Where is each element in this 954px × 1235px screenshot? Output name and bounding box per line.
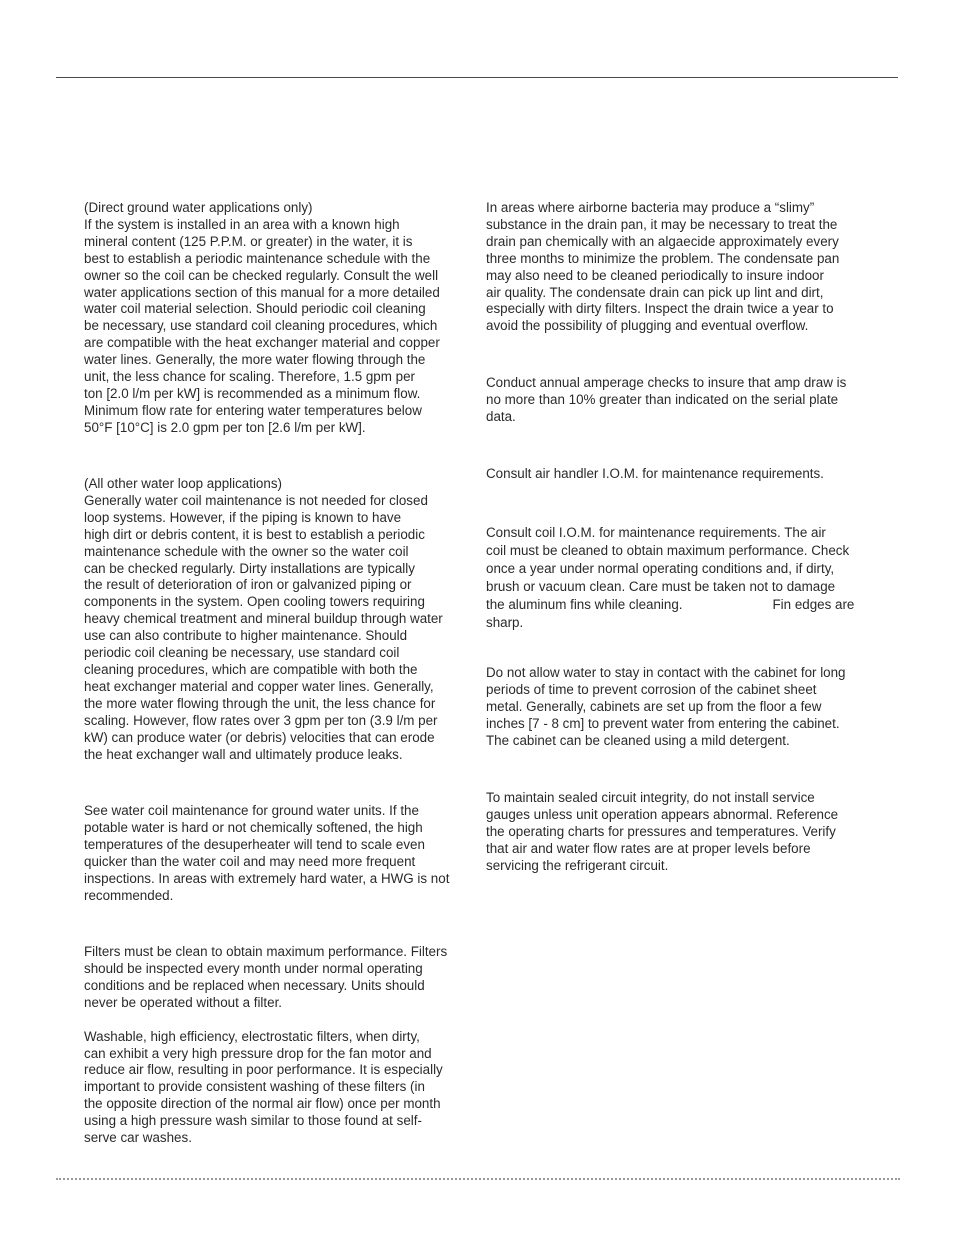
refrigerant-body: To maintain sealed circuit integrity, do not install service gauges unless unit operation appears abnormal. Reference the operating charts for pressures and temperatures. Verify that air and water flow rates are at proper levels before servicing the refrigerant circuit. <box>486 790 839 873</box>
compressor-body: Conduct annual amperage checks to insure that amp draw is no more than 10% greater than indicated on the serial plate data. <box>486 375 847 424</box>
cabinet-body: Do not allow water to stay in contact with the cabinet for long periods of time to prevent corrosion of the cabinet sheet metal. Generally, cabinets are set up from the floor a few inches [7 - 8 cm] to prevent water from entering the cabinet. The cabinet can be cleaned using a mild detergent. <box>486 665 846 748</box>
fan-motors-section <box>486 466 872 483</box>
compressor-section <box>486 375 872 426</box>
condensate-section <box>486 200 872 335</box>
filters-section <box>84 944 470 1147</box>
cabinet-section <box>486 665 872 750</box>
air-coil-body-start: Consult coil I.O.M. for maintenance requirements. The air coil must be cleaned to obtain maximum performance. Check once a year under normal operating conditions and, if dirty, brush or vacuum clean. Care must be taken not to damage the aluminum fins while cleaning. <box>486 525 850 612</box>
refrigerant-section <box>486 790 872 875</box>
water-coil-ground-section <box>84 200 470 437</box>
hwg-body: See water coil maintenance for ground water units. If the potable water is hard or not chemically softened, the high temperatures of the desuperheater will tend to scale even quicker than the water coil and may need more frequent inspections. In areas with extremely hard water, a HWG is not recommended. <box>84 803 450 903</box>
air-coil-section <box>486 524 872 632</box>
fan-motors-body: Consult air handler I.O.M. for maintenance requirements. <box>486 466 824 481</box>
footer-rule <box>56 1178 900 1180</box>
water-coil-loop-body: Generally water coil maintenance is not needed for closed loop systems. However, if the piping is known to have high dirt or debris content, it is best to establish a periodic maintenance schedule with the owner so the water coil can be checked regularly. Dirty installations are typically the result of deterioration of iron or galvanized piping or components in the system. Open cooling towers requiring heavy chemical treatment and mineral buildup through water use can also contribute to higher maintenance. Should periodic coil cleaning be necessary, use standard coil cleaning procedures, which are compatible with both the heat exchanger material and copper water lines. Generally, the more water flowing through the unit, the less chance for scaling. However, flow rates over 3 gpm per ton (3.9 l/m per kW) can produce water (or debris) velocities that can erode the heat exchanger wall and ultimately produce leaks. <box>84 492 443 762</box>
filters-body-2: Washable, high efficiency, electrostatic filters, when dirty, can exhibit a very high pressure drop for the fan motor and reduce air flow, resulting in poor performance. It is especially important to provide consistent washing of these filters (in the opposite direction of the normal air flow) once per month using a high pressure wash similar to those found at self- serve car washes. <box>84 1028 443 1146</box>
water-coil-loop-section <box>84 476 470 763</box>
filters-body-1: Filters must be clean to obtain maximum performance. Filters should be inspected every month under normal operating conditions and be replaced when necessary. Units should never be operated without a filter. <box>84 944 448 1010</box>
water-coil-ground-body: If the system is installed in an area with a known high mineral content (125 P.P.M. or greater) in the water, it is best to establish a periodic maintenance schedule with the owner so the coil can be checked regularly. Consult the well water applications section of this manual for a more detailed water coil material selection. Should periodic coil cleaning be necessary, use standard coil cleaning procedures, which are compatible with the heat exchanger material and copper water lines. Generally, the more water flowing through the unit, the less chance for scaling. Therefore, 1.5 gpm per ton [2.0 l/m per kW] is recommended as a minimum flow. Minimum flow rate for entering water temperatures below 50°F [10°C] is 2.0 gpm per ton [2.6 l/m per kW]. <box>84 216 440 435</box>
air-coil-body-end: Fin edges are sharp. <box>486 597 855 630</box>
water-coil-loop-qualifier: (All other water loop applications) <box>84 476 282 491</box>
water-coil-ground-qualifier: (Direct ground water applications only) <box>84 200 313 215</box>
header-rule <box>56 77 898 78</box>
hwg-section <box>84 803 470 904</box>
condensate-body: In areas where airborne bacteria may produce a “slimy” substance in the drain pan, it may be necessary to treat the drain pan chemically with an algaecide approximately every three months to minimize the problem. The condensate pan may also need to be cleaned periodically to insure indoor air quality. The condensate drain can pick up lint and dirt, especially with dirty filters. Inspect the drain twice a year to avoid the possibility of plugging and eventual overflow. <box>486 200 840 334</box>
